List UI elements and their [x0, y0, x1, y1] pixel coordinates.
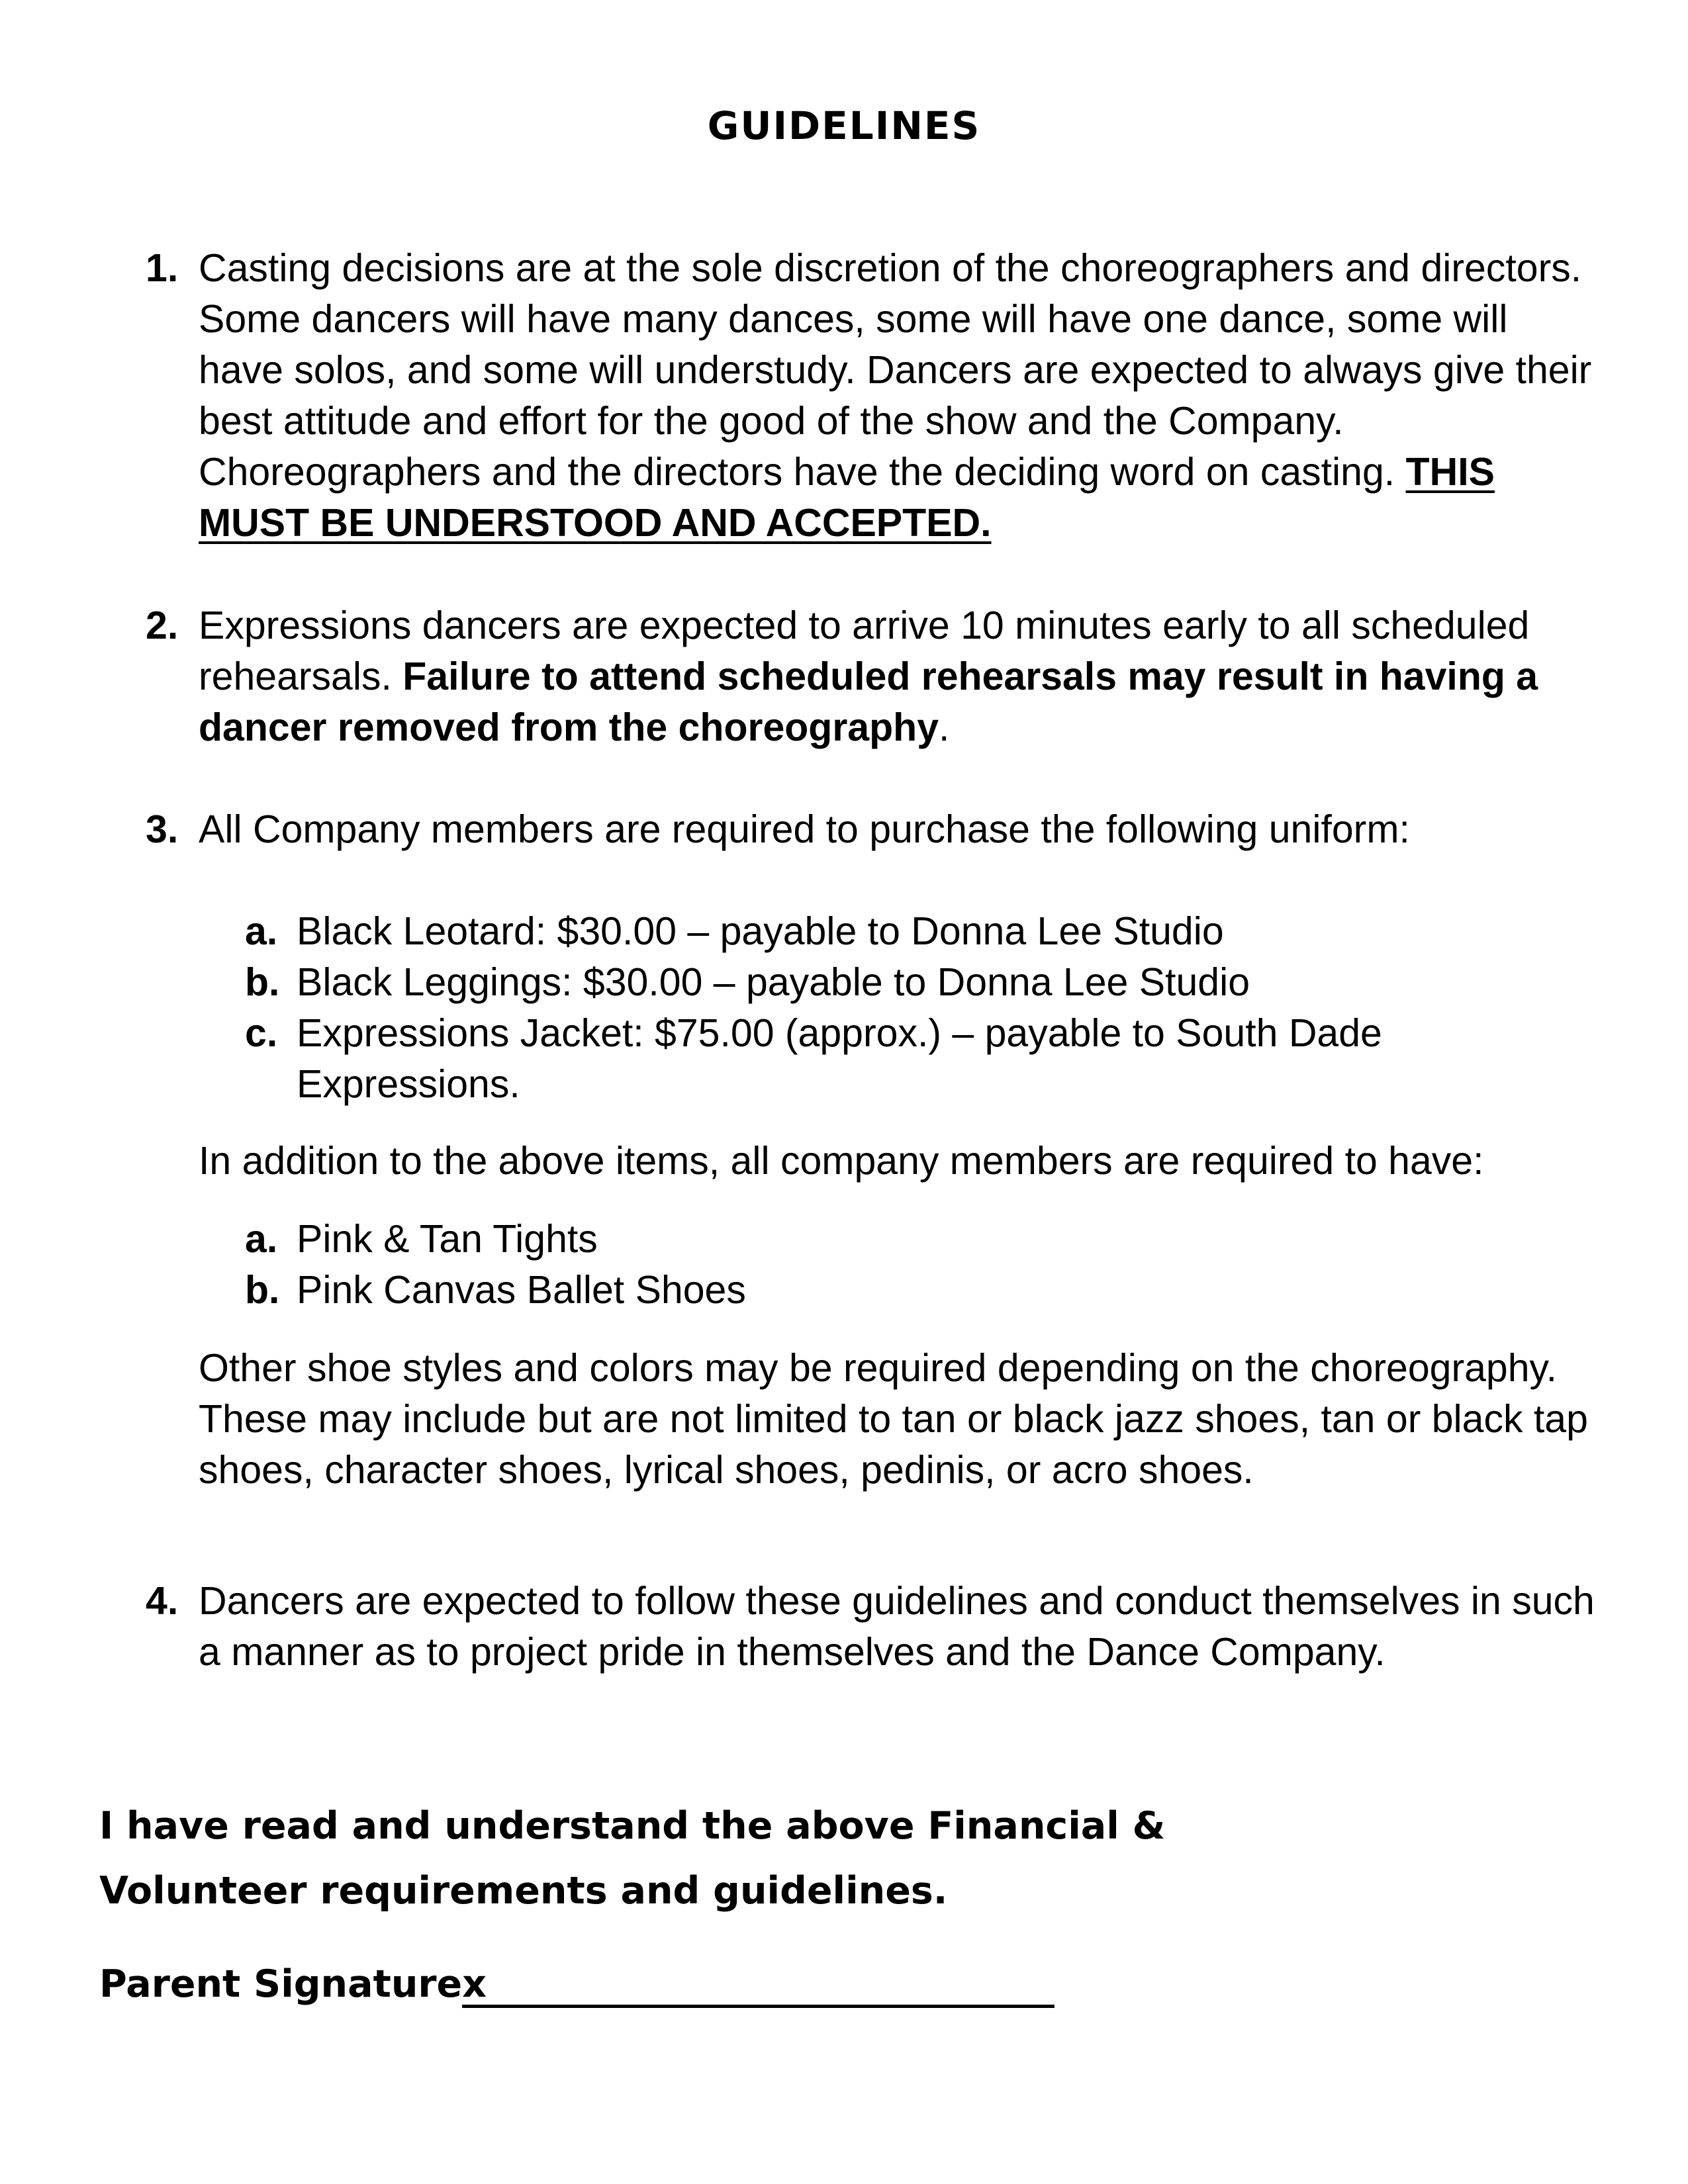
item-number: 3.: [146, 807, 179, 851]
item-tail: .: [939, 705, 950, 749]
signature-line: [462, 1964, 1055, 2008]
guideline-item-3: [146, 804, 1602, 855]
item-emphasis: THIS MUST BE UNDERSTOOD AND ACCEPTED.: [199, 450, 1495, 545]
sub-text: Pink & Tan Tights: [297, 1217, 598, 1261]
item-body: All Company members are required to purchase the following uniform:: [199, 807, 1410, 851]
page-title: GUIDELINES: [707, 103, 981, 148]
item-text: Expressions dancers are expected to arrive 10 minutes early to all scheduled rehearsals.: [199, 604, 1530, 698]
sub-text: Pink Canvas Ballet Shoes: [297, 1268, 746, 1312]
sub-text: Black Leggings: $30.00 – payable to Donna Lee Studio: [297, 960, 1250, 1004]
sub-letter: b.: [245, 1268, 280, 1312]
uniform-item-c: [245, 1008, 1410, 1110]
shoe-note: Other shoe styles and colors may be required depending on the choreography. These may include but are not limited to tan or black jazz shoes, tan or black tap shoes, character shoes, lyrical shoes, pedinis, or acro shoes.: [199, 1346, 1588, 1492]
signature-x-mark: x: [462, 1962, 487, 2006]
sub-letter: a.: [245, 909, 278, 953]
sub-text: Black Leotard: $30.00 – payable to Donna Lee Studio: [297, 909, 1224, 953]
parent-signature: [99, 1958, 1055, 2011]
item-emphasis: Failure to attend scheduled rehearsals may result in having a dancer removed from the choreography: [199, 655, 1538, 749]
item-body: Dancers are expected to follow these guidelines and conduct themselves in such a manner as to project pride in themselves and the Dance Company.: [199, 1579, 1595, 1674]
signature-label: Parent Signature: [99, 1962, 463, 2006]
sub-letter: a.: [245, 1217, 278, 1261]
item-text: Casting decisions are at the sole discretion of the choreographers and directors. Some dancers will have many dances, some will have one dance, some will have solos, and some will understudy. Dancers are expected to always give their best attitude and effort for the good of the show and the Company. Choreographers and the directors have the deciding word on casting.: [199, 246, 1592, 494]
item-body: [199, 600, 1562, 753]
uniform-item-a: [245, 906, 1503, 957]
item-number: 1.: [146, 246, 179, 290]
additional-intro: In addition to the above items, all company members are required to have:: [199, 1139, 1484, 1183]
acknowledgement-statement: I have read and understand the above Financial & Volunteer requirements and guidelines.: [99, 1804, 1166, 1913]
sub-text: Expressions Jacket: $75.00 (approx.) – payable to South Dade Expressions.: [297, 1011, 1382, 1106]
item-number: 4.: [146, 1579, 179, 1623]
additional-item-b: [245, 1265, 1503, 1316]
uniform-item-b: [245, 957, 1503, 1008]
item-number: 2.: [146, 604, 179, 647]
guideline-item-1: [146, 243, 1602, 549]
guideline-item-2: [146, 600, 1602, 753]
item-body: [199, 243, 1602, 549]
sub-letter: b.: [245, 960, 280, 1004]
sub-letter: c.: [245, 1011, 278, 1055]
additional-item-a: [245, 1214, 1503, 1265]
guideline-item-4: [146, 1576, 1602, 1678]
